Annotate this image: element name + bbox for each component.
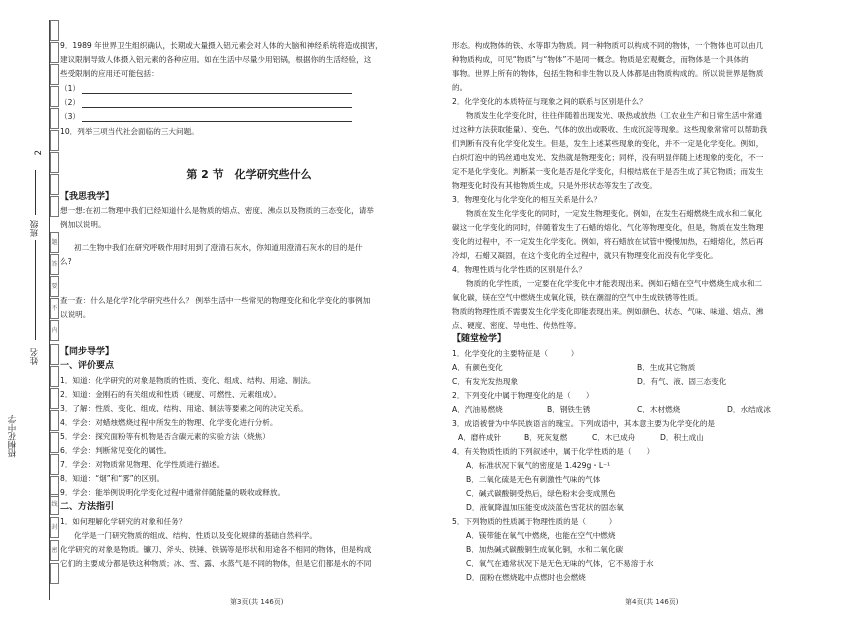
mc-option: A．磨杵成针 bbox=[458, 433, 502, 442]
mc-option: C．氧气在通常状况下是无色无味的气体，它不易溶于水 bbox=[466, 559, 654, 568]
q4-para-line: 点、硬度、密度、导电性、传热性等。 bbox=[452, 321, 582, 330]
binding-gutter bbox=[6, 20, 58, 600]
q9-blank-2-label: （2） bbox=[60, 98, 81, 107]
mc-option: C．木已成舟 bbox=[592, 433, 636, 442]
seal-cell-empty bbox=[50, 410, 59, 431]
mc-option: D．积土成山 bbox=[660, 433, 704, 442]
q9-line-2: 建议限制导致人体摄入铝元素的各种应用。如在生活中尽量少用铝锅，根据你的生活经验，这 bbox=[60, 55, 372, 64]
name-label: 姓名 bbox=[30, 348, 40, 365]
woxi2-line-1: 初二生物中我们在研究呼吸作用时用到了澄清石灰水，你知道用澄清石灰水的目的是什 bbox=[74, 243, 363, 252]
seal-cell-empty bbox=[50, 108, 59, 129]
class-label: 班级 bbox=[30, 220, 40, 237]
woxi2-line-2: 么? bbox=[60, 257, 72, 266]
left-page-number: 第3页(共 146页) bbox=[230, 598, 284, 606]
q3-para-line: 碳这一化学变化的同时，伴随着发生了石蜡的熔化、气化等物理变化，但是，物质在发生物理 bbox=[452, 223, 764, 232]
mc-option: D．液氧降温加压能变成淡蓝色雪花状的固态氧 bbox=[466, 503, 624, 512]
section-title: 第 2 节 化学研究些什么 bbox=[186, 168, 312, 181]
pingjia-item: 5．学会：探究面粉等有机物是否含碳元素的实验方法（烧焦） bbox=[60, 432, 270, 441]
q2-para-line: 过这种方法获取能量）、变色、气体的放出或吸收、生成沉淀等现象。这些现象常常可以帮助我 bbox=[452, 125, 768, 134]
fangfa-p2-line-2: 它们的主要成分都是铁这种物质；冰、雪、露、水蒸气是不同的物体，但是它们都是水的不同 bbox=[60, 559, 372, 568]
q2-title: 2．化学变化的本质特征与现象之间的联系与区别是什么？ bbox=[452, 97, 647, 106]
seal-cell-empty bbox=[50, 130, 59, 151]
seal-char: 不 bbox=[50, 298, 59, 319]
pingjia-item: 6．学会：判断常见变化的属性。 bbox=[60, 446, 172, 455]
fangfa-p2-line-1: 化学研究的对象是物质。镰刀、斧头、铁锤、铁锅等是形状和用途各不相同的物体，但是构成 bbox=[60, 545, 372, 554]
q9-line-3: 些受限制的应用还可能包括： bbox=[60, 69, 159, 78]
q9-blank-1-label: （1） bbox=[60, 84, 81, 93]
seal-cell-empty bbox=[50, 42, 59, 63]
chayicha-line-2: 以说明。 bbox=[60, 310, 91, 319]
seal-column bbox=[50, 20, 60, 600]
suitang-heading: 【随堂检学】 bbox=[452, 334, 507, 344]
q9-line-1: 9．1989 年世界卫生组织确认，长期或大量摄入铝元素会对人体的大脑和神经系统将造成损害， bbox=[60, 41, 383, 50]
mc-option: A．汽油易燃烧 bbox=[452, 405, 503, 414]
mc-option: C．有发光发热现象 bbox=[452, 377, 519, 386]
q4-title: 4．物理性质与化学性质的区别是什么？ bbox=[452, 265, 586, 274]
q3-title: 3．物理变化与化学变化的相互关系是什么？ bbox=[452, 195, 602, 204]
mc-option: D．面粉在燃烧匙中点燃时也会燃烧 bbox=[466, 573, 586, 582]
chayicha-line-1: 查一查：什么是化学?化学研究些什么？ 例举生活中一些常见的物理变化和化学变化的事例加 bbox=[60, 296, 371, 305]
seal-char: 内 bbox=[50, 320, 59, 341]
para-cont-line: 形态。构成物体的铁、水等即为物质。同一种物质可以构成不同的物体，一个物体也可以由几 bbox=[452, 41, 764, 50]
fangfa-heading: 二、方法指引 bbox=[60, 502, 115, 512]
q2-para-line: 物理变化时没有其他物质生成，只是外形状态等发生了改变。 bbox=[452, 181, 658, 190]
pingjia-item: 8．知道：“烟”和“雾”的区别。 bbox=[60, 474, 165, 483]
woxi-line-2: 例加以说明。 bbox=[60, 220, 106, 229]
seal-cell-empty bbox=[50, 152, 59, 173]
mc-question: 2．下列变化中属于物理变化的是（ ） bbox=[452, 391, 594, 400]
mc-option: A．有颜色变化 bbox=[452, 363, 503, 372]
seal-cell-empty bbox=[50, 86, 59, 107]
mc-option: B．二氧化硫是无色有刺激性气味的气体 bbox=[466, 475, 601, 484]
pingjia-item: 3．了解：性质、变化、组成、结构、用途、制法等要素之间的决定关系。 bbox=[60, 404, 308, 413]
tongbu-heading: 【同步导学】 bbox=[60, 347, 115, 357]
seal-char: 题 bbox=[50, 232, 59, 253]
seal-cell-empty bbox=[50, 563, 59, 584]
mc-option: B．生成其它物质 bbox=[637, 363, 696, 372]
seal-char: 线 bbox=[50, 494, 59, 515]
q10: 10．列举三项当代社会面临的三大问题。 bbox=[60, 127, 199, 136]
mc-option: C．木材燃烧 bbox=[637, 405, 681, 414]
seal-cell-empty bbox=[50, 388, 59, 409]
q2-para-line: 白炽灯泡中的钨丝通电发光、发热就是物理变化；同样，没有明显伴随上述现象的变化，不一 bbox=[452, 153, 764, 162]
q4-para-line: 物质的物理性质不需要发生化学变化即能表现出来。例如颜色、状态、气味、味道、熔点、沸 bbox=[452, 307, 764, 316]
seal-char: 封 bbox=[50, 517, 59, 538]
seal-cell-empty bbox=[50, 366, 59, 387]
seal-cell-empty bbox=[50, 64, 59, 85]
mc-option: B．钢铁生锈 bbox=[547, 405, 591, 414]
mc-option: A．镁带能在氧气中燃烧，也能在空气中燃烧 bbox=[466, 531, 616, 540]
woxi-line-1: 想一想:在初二物理中我们已经知道什么是物质的熔点、密度、沸点以及物质的三态变化，请举 bbox=[60, 206, 374, 215]
seal-char: 密 bbox=[50, 540, 59, 561]
q9-blank-2[interactable] bbox=[82, 107, 352, 108]
mc-option: D．有气、液、固三态变化 bbox=[637, 377, 727, 386]
seal-cell-empty bbox=[50, 20, 59, 41]
right-page-number: 第4页(共 146页) bbox=[625, 598, 679, 606]
seal-cell-empty bbox=[50, 174, 59, 195]
seal-char: 答 bbox=[50, 254, 59, 275]
q9-blank-3[interactable] bbox=[82, 121, 352, 122]
mc-option: D．水结成冰 bbox=[727, 405, 771, 414]
mc-question: 5．下列物质的性质属于物理性质的是（ ） bbox=[452, 517, 617, 526]
q2-para-line: 物质发生化学变化时，往往伴随着出现发光、吸热或放热（工农业生产和日常生活中常通 bbox=[466, 111, 763, 120]
q3-para-line: 物质在发生化学变化的同时，一定发生物理变化。例如，在发生石蜡燃烧生成水和二氧化 bbox=[466, 209, 763, 218]
fangfa-p1: 化学是一门研究物质的组成、结构、性质以及变化规律的基础自然科学。 bbox=[74, 531, 317, 540]
q9-blank-1[interactable] bbox=[82, 93, 352, 94]
para-cont-line: 的。 bbox=[452, 83, 468, 92]
seal-cell-empty bbox=[50, 454, 59, 475]
mc-question: 1．化学变化的主要特征是（ ） bbox=[452, 349, 579, 358]
mc-option: A．标准状况下氧气的密度是 1.429g・L⁻¹ bbox=[466, 461, 611, 470]
name-blank-line bbox=[35, 240, 36, 340]
school-name: 梧桐花中学 bbox=[8, 415, 18, 458]
mc-option: C．碱式碳酸铜受热后，绿色粉末会变成黑色 bbox=[466, 489, 616, 498]
seal-cell-empty bbox=[50, 196, 59, 217]
pingjia-item: 4．学会：对蜡烛燃烧过程中所发生的物理、化学变化进行分析。 bbox=[60, 418, 278, 427]
para-cont-line: 事物。世界上所有的物体，包括生物和非生物以及人体都是由物质构成的。所以说世界是物质 bbox=[452, 69, 764, 78]
pingjia-heading: 一、评价要点 bbox=[60, 361, 115, 371]
class-number: 2 bbox=[34, 150, 44, 156]
pingjia-item: 2．知道：金刚石的有关组成和性质（硬度、可燃性、元素组成）。 bbox=[60, 390, 282, 399]
q9-blank-3-label: （3） bbox=[60, 112, 81, 121]
pingjia-item: 9．学会：能举例说明化学变化过程中通常伴随能量的吸收或释放。 bbox=[60, 488, 286, 497]
seal-cell-empty bbox=[50, 476, 59, 497]
mc-option: B．加热碱式碳酸铜生成氧化铜，水和二氧化碳 bbox=[466, 545, 624, 554]
q3-para-line: 冷却，石蜡又凝固，在这个变化的全过程中，就只有物理变化而没有化学变化。 bbox=[452, 251, 718, 260]
q3-para-line: 变化的过程中，不一定发生化学变化。例如，将石蜡放在试管中慢慢加热，石蜡熔化，然后再 bbox=[452, 237, 764, 246]
para-cont-line: 种物质构成，可见“物质”与“物体”不是同一概念。物质是宏观概念，而物体是一个具体的 bbox=[452, 55, 749, 64]
mc-question: 3．成语被誉为中华民族语言的瑰宝。下列成语中，其本意主要为化学变化的是 bbox=[452, 419, 716, 428]
mc-question: 4．有关物质性质的下列叙述中，属于化学性质的是（ ） bbox=[452, 447, 655, 456]
mc-option: B．死灰复燃 bbox=[524, 433, 568, 442]
seal-char: 要 bbox=[50, 276, 59, 297]
pingjia-item: 1．知道：化学研究的对象是物质的性质、变化、组成、结构、用途、制法。 bbox=[60, 376, 316, 385]
q4-para-line: 物质的化学性质，一定要在化学变化中才能表现出来。例如石蜡在空气中燃烧生成水和二 bbox=[466, 279, 763, 288]
q2-para-line: 定不是化学变化。判断某一变化是否是化学变化，归根结底在于是否生成了其它物质；而发生 bbox=[452, 167, 764, 176]
class-blank-line bbox=[35, 170, 36, 215]
fangfa-q1: 1．如何理解化学研究的对象和任务？ bbox=[60, 517, 187, 526]
seal-cell-empty bbox=[50, 344, 59, 365]
q2-para-line: 们判断有没有化学变化发生。但是，发生上述某些现象的变化，并不一定是化学变化。例如， bbox=[452, 139, 764, 148]
seal-cell-empty bbox=[50, 432, 59, 453]
pingjia-item: 7．学会：对物质常见物理、化学性质进行描述。 bbox=[60, 460, 225, 469]
q4-para-line: 氧化碳，镁在空气中燃烧生成氧化镁，铁在潮湿的空气中生成铁锈等性质。 bbox=[452, 293, 703, 302]
woxi-heading: 【我思我学】 bbox=[60, 192, 115, 202]
